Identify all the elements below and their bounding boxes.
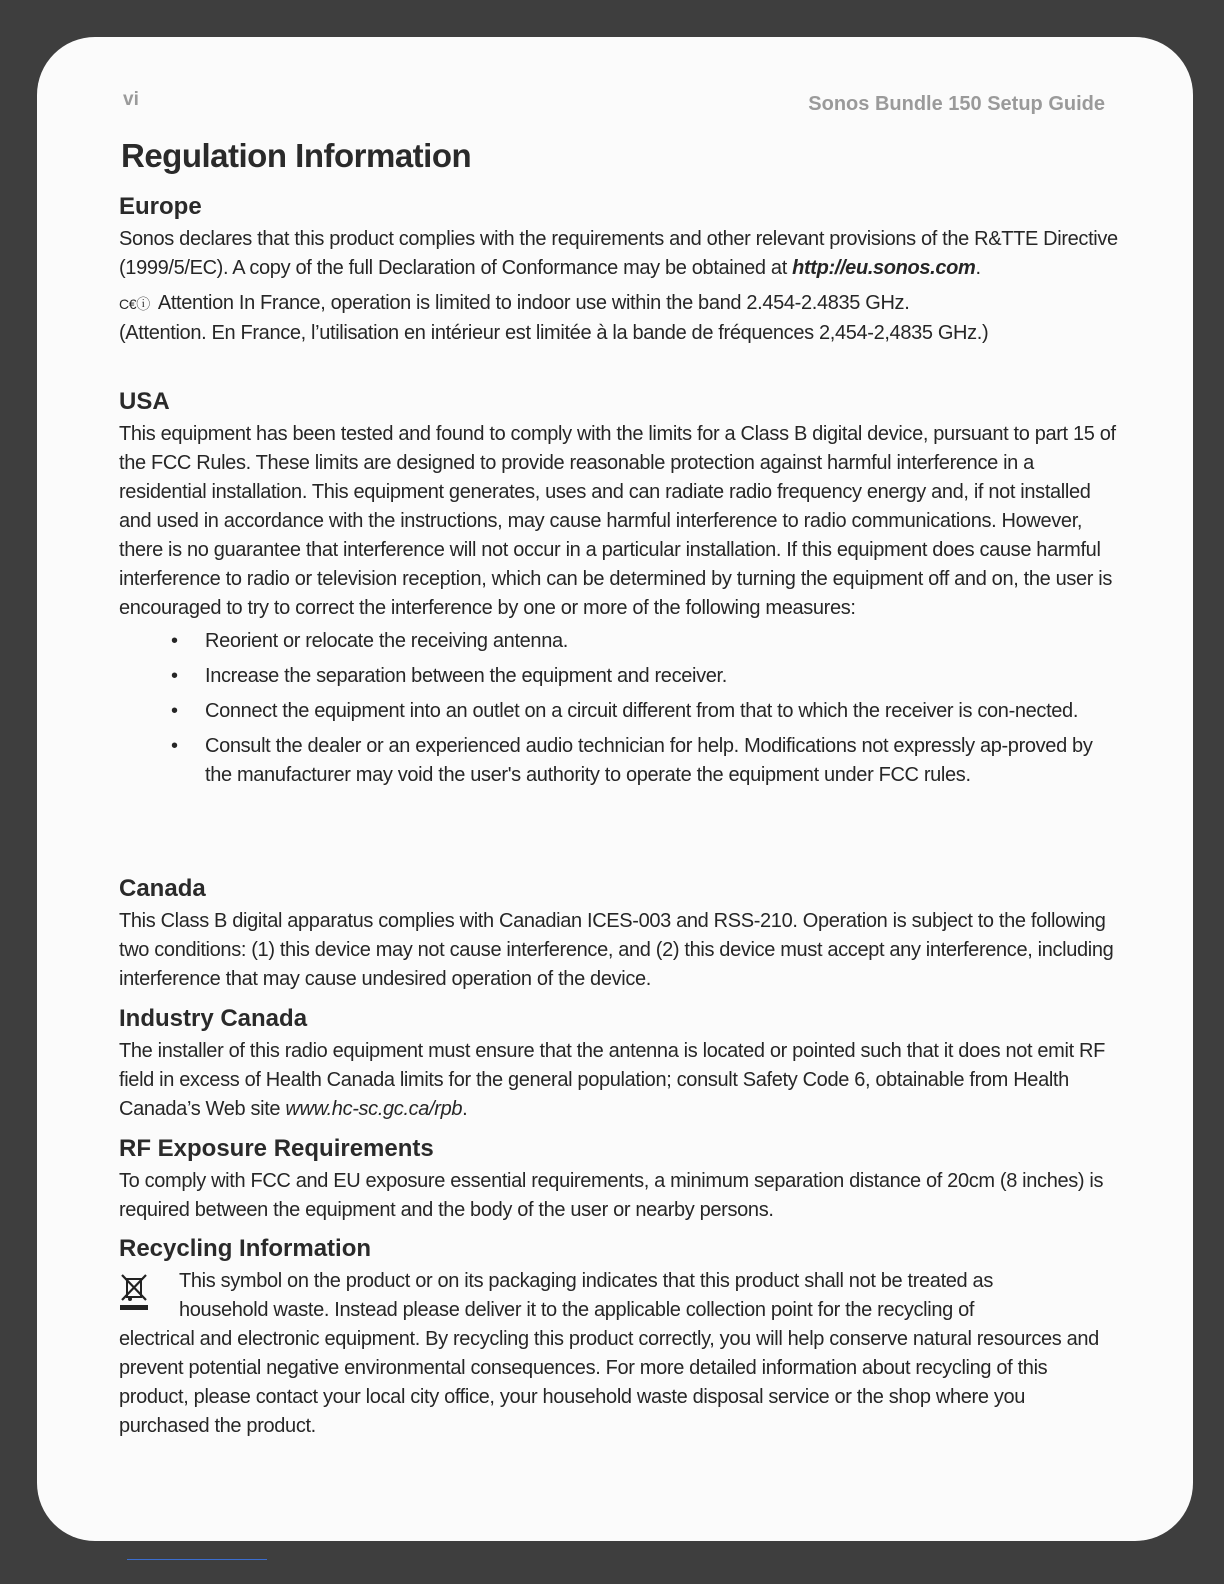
crossed-out-wheelie-bin-icon — [119, 1273, 149, 1311]
footer-link-underline — [127, 1559, 267, 1560]
usa-heading: USA — [119, 388, 170, 415]
recycling-paragraph: electrical and electronic equipment. By recycling this product correctly, you will help conserve natural resources and prevent potential negative environmental consequences. For more detailed information about recycling of this product, please contact your local city office, your household waste disposal service or the shop where you purchased the product. — [119, 1328, 1099, 1437]
section-recycling — [119, 1234, 1119, 1441]
page-number: vi — [123, 89, 139, 110]
ce-mark-icon: C€ⓘ — [119, 296, 150, 312]
recycling-line-1: This symbol on the product or on its packaging indicates that this product shall not be treated as — [179, 1270, 993, 1292]
eu-sonos-link[interactable]: http://eu.sonos.com — [792, 257, 976, 279]
europe-heading: Europe — [119, 193, 202, 220]
rf-exposure-paragraph: To comply with FCC and EU exposure essential requirements, a minimum separation distance of 20cm (8 inches) is required between the equipment and the body of the user or nearby persons. — [119, 1170, 1104, 1221]
section-canada — [119, 874, 1119, 994]
europe-paragraph: Sonos declares that this product complies with the requirements and other relevant provisions of the R&TTE Directive (1999/5/EC). A copy of the full Declaration of Conformance may be obtained at http://eu.sonos.com. — [119, 228, 1118, 279]
usa-paragraph: This equipment has been tested and found to comply with the limits for a Class B digital device, pursuant to part 15 of the FCC Rules. These limits are designed to provide reasonable protection against harmful interference in a residential installation. This equipment generates, uses and can radiate radio frequency energy and, if not installed and used in accordance with the instructions, may cause harmful interference to radio communications. However, there is no guarantee that interference will not occur in a particular installation. If this equipment does cause harmful interference to radio or television reception, which can be determined by turning the equipment off and on, the user is encouraged to try to correct the interference by one or more of the following measures: — [119, 423, 1116, 619]
industry-canada-paragraph: The installer of this radio equipment must ensure that the antenna is located or pointed such that it does not emit RF field in excess of Health Canada limits for the general population; consult Safety Code 6, obtainable from Health Canada’s Web site www.hc-sc.gc.ca/rpb. — [119, 1040, 1105, 1120]
section-industry-canada — [119, 1004, 1119, 1124]
section-usa — [119, 387, 1119, 796]
usa-measures-list — [119, 627, 1119, 790]
document-page — [37, 37, 1193, 1541]
rf-exposure-heading: RF Exposure Requirements — [119, 1135, 434, 1162]
health-canada-link[interactable]: www.hc-sc.gc.ca/rpb — [285, 1098, 463, 1120]
recycling-heading: Recycling Information — [119, 1235, 372, 1262]
section-europe — [119, 192, 1119, 348]
section-rf-exposure — [119, 1134, 1119, 1225]
list-item: • Consult the dealer or an experienced audio technician for help. Modifications not expressly ap-proved by the manufacturer may void the user's authority to operate the equipment under FCC rules. — [171, 735, 1093, 786]
recycling-body — [119, 1267, 1119, 1441]
canada-heading: Canada — [119, 875, 206, 902]
running-header-title: Sonos Bundle 150 Setup Guide — [808, 93, 1105, 115]
list-item: • Increase the separation between the equipment and receiver. — [171, 665, 727, 687]
recycling-line-2: household waste. Instead please deliver it to the applicable collection point for the recycling of — [179, 1299, 975, 1321]
france-attention: C€ⓘ Attention In France, operation is limited to indoor use within the band 2.454-2.4835 GHz. (Attention. En France, l’utilisation en intérieur est limitée à la bande de fréquences 2,454-2,4835 GHz.) — [119, 292, 989, 344]
list-item: • Connect the equipment into an outlet on a circuit different from that to which the receiver is con-nected. — [171, 700, 1079, 722]
canada-paragraph: This Class B digital apparatus complies with Canadian ICES-003 and RSS-210. Operation is subject to the following two conditions: (1) this device may not cause interference, and (2) this device must accept any interference, including interference that may cause undesired operation of the device. — [119, 910, 1114, 990]
page-title: Regulation Information — [121, 137, 472, 174]
industry-canada-heading: Industry Canada — [119, 1005, 308, 1032]
list-item: • Reorient or relocate the receiving antenna. — [171, 630, 568, 652]
